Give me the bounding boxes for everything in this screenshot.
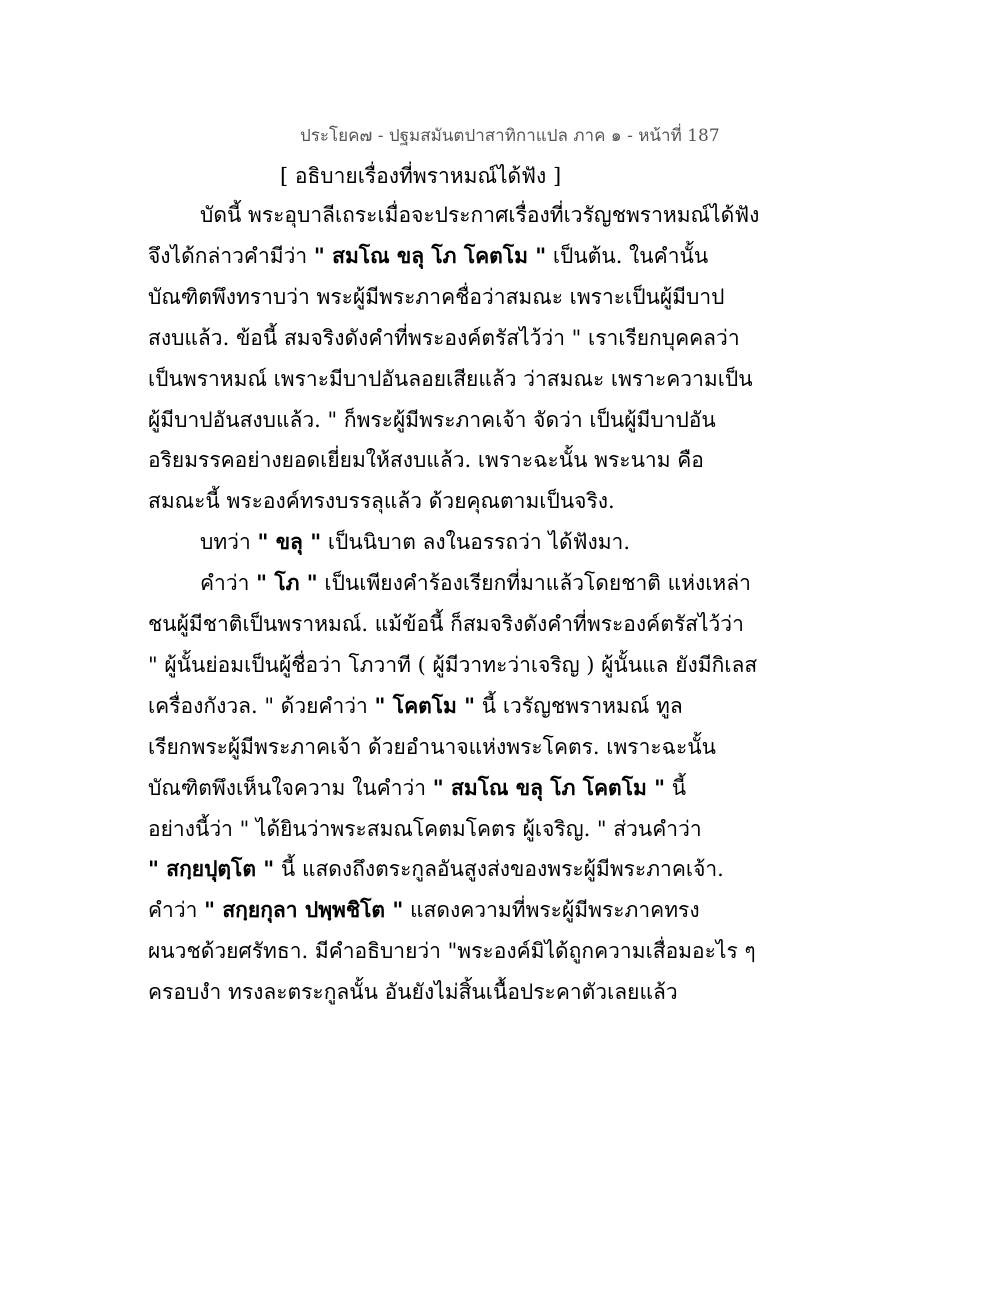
text-segment: อย่างนี้ว่า " ได้ยินว่าพระสมณโคตมโคตร ผู้เจริญ. " ส่วนคำว่า <box>148 816 702 841</box>
section-title: [ อธิบายเรื่องที่พราหมณ์ได้ฟัง ] <box>280 164 562 188</box>
text-line <box>148 936 756 966</box>
text-line <box>148 364 753 394</box>
text-line <box>200 568 751 598</box>
text-line <box>200 200 759 230</box>
pali-term: " สมโณ ขลุ โภ โคตโม " <box>313 242 547 268</box>
text-line <box>148 691 683 721</box>
text-segment: สมณะนี้ พระองค์ทรงบรรลุแล้ว ด้วยคุณตามเป็นจริง. <box>148 489 615 514</box>
pali-term: " ขลุ " <box>257 529 322 555</box>
text-segment: บทว่า <box>200 530 258 555</box>
text-line <box>148 486 615 516</box>
pali-term: " โภ " <box>256 570 318 596</box>
text-segment: ชนผู้มีชาติเป็นพราหมณ์. แม้ข้อนี้ ก็สมจริงดังคำที่พระองค์ตรัสไว้ว่า <box>148 612 744 636</box>
text-line <box>148 241 708 271</box>
text-segment: เป็นพราหมณ์ เพราะมีบาปอันลอยเสียแล้ว ว่าสมณะ เพราะความเป็น <box>148 366 753 391</box>
pali-term: " โคตโม " <box>374 692 476 718</box>
text-segment: นี้ <box>665 775 687 800</box>
text-line <box>148 323 740 353</box>
text-line <box>148 895 700 925</box>
pali-term: " สกฺยกุลา ปพฺพชิโต " <box>204 897 404 923</box>
text-line <box>148 732 716 762</box>
text-segment: เป็นนิบาต ลงในอรรถว่า ได้ฟังมา. <box>321 530 631 555</box>
text-line <box>148 854 724 884</box>
text-segment: ผู้มีบาปอันสงบแล้ว. " ก็พระผู้มีพระภาคเจ้า จัดว่า เป็นผู้มีบาปอัน <box>148 407 716 432</box>
text-segment: เป็นต้น. ในคำนั้น <box>546 243 709 268</box>
text-segment: เรียกพระผู้มีพระภาคเจ้า ด้วยอำนาจแห่งพระโคตร. เพราะฉะนั้น <box>148 734 716 759</box>
text-segment: บัดนี้ พระอุบาลีเถระเมื่อจะประกาศเรื่องที่เวรัญชพราหมณ์ได้ฟัง <box>200 203 760 227</box>
text-segment: แสดงความที่พระผู้มีพระภาคทรง <box>403 898 700 923</box>
running-header: ประโยค๗ - ปฐมสมันตปาสาทิกาแปล ภาค ๑ - หน้าที่ 187 <box>300 126 720 146</box>
text-line <box>148 609 744 639</box>
text-segment: คำว่า <box>200 571 257 596</box>
text-line <box>148 773 686 803</box>
text-line <box>148 445 704 475</box>
text-segment: นี้ แสดงถึงตระกูลอันสูงส่งของพระผู้มีพระภาคเจ้า. <box>274 857 724 882</box>
text-segment: ผนวชด้วยศรัทธา. มีคำอธิบายว่า "พระองค์มิได้ถูกความเสื่อมอะไร ๆ <box>148 939 756 964</box>
text-line <box>200 527 630 557</box>
pali-term: " สกฺยปุตฺโต " <box>148 856 275 882</box>
text-segment: สงบแล้ว. ข้อนี้ สมจริงดังคำที่พระองค์ตรัสไว้ว่า " เราเรียกบุคคลว่า <box>148 325 740 350</box>
text-segment: " ผู้นั้นย่อมเป็นผู้ชื่อว่า โภวาที ( ผู้มีวาทะว่าเจริญ ) ผู้นั้นแล ยังมีกิเลส <box>148 652 758 677</box>
text-segment: คำว่า <box>148 898 205 923</box>
text-line <box>148 282 725 312</box>
text-segment: ครอบงำ ทรงละตระกูลนั้น อันยังไม่สิ้นเนื้อประคาตัวเลยแล้ว <box>148 980 678 1005</box>
text-segment: บัณฑิตพึงทราบว่า พระผู้มีพระภาคชื่อว่าสมณะ เพราะเป็นผู้มีบาป <box>148 284 725 309</box>
text-segment: บัณฑิตพึงเห็นใจความ ในคำว่า <box>148 775 433 800</box>
text-line <box>148 650 757 680</box>
text-line <box>148 405 716 435</box>
text-line <box>148 814 702 844</box>
pali-term: " สมโณ ขลุ โภ โคตโม " <box>432 774 666 800</box>
text-segment: เครื่องกังวล. " ด้วยคำว่า <box>148 693 375 718</box>
text-segment: นี้ เวรัญชพราหมณ์ ทูล <box>475 693 683 718</box>
text-line <box>148 977 678 1007</box>
text-segment: เป็นเพียงคำร้องเรียกที่มาแล้วโดยชาติ แห่งเหล่า <box>317 571 751 596</box>
text-segment: อริยมรรคอย่างยอดเยี่ยมให้สงบแล้ว. เพราะฉะนั้น พระนาม คือ <box>148 448 704 473</box>
text-segment: จึงได้กล่าวคำมีว่า <box>148 243 314 268</box>
